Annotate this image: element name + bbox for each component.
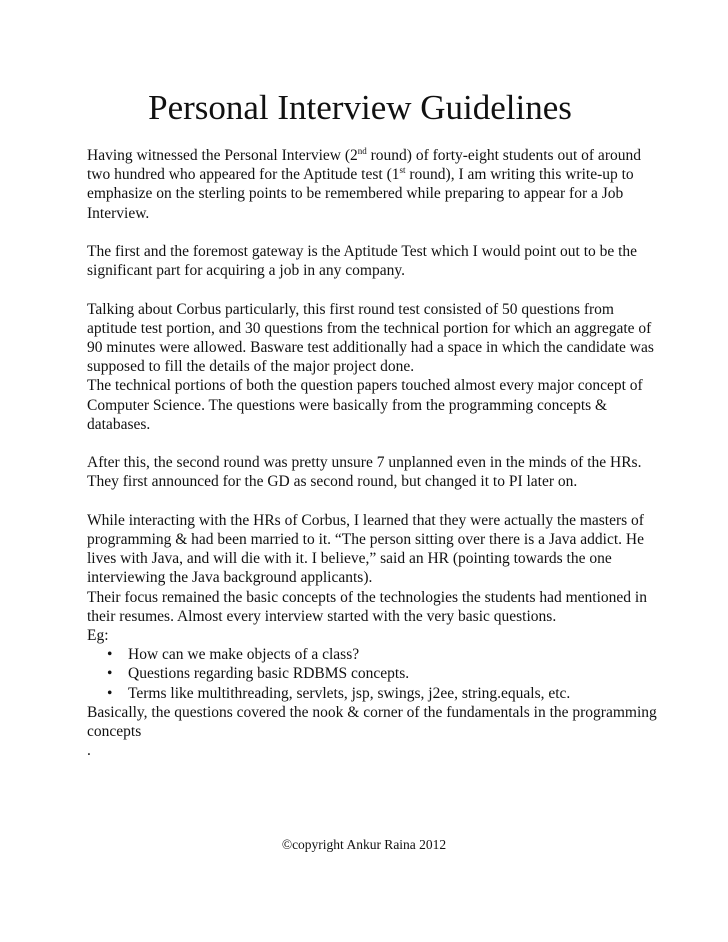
copyright-footer: ©copyright Ankur Raina 2012 xyxy=(281,837,447,852)
corbus-test-paragraph: Talking about Corbus particularly, this first round test consisted of 50 questions from aptitude test portion, and 30 questions from the technical portion for which an aggregate of 90 minutes were allowed. Basware test additionally had a space in which the candidate was supposed to fill the details of the major project done. xyxy=(87,300,654,376)
intro-paragraph xyxy=(87,146,667,223)
summary-paragraph: Basically, the questions covered the nook & corner of the fundamentals in the programming concepts xyxy=(87,703,657,741)
document-body xyxy=(87,146,667,760)
ordinal-superscript-nd: nd xyxy=(357,146,367,156)
list-item xyxy=(107,645,667,664)
hr-interaction-paragraph: While interacting with the HRs of Corbus, I learned that they were actually the masters of programming & had been married to it. “The person sitting over there is a Java addict. He lives with Java, and will die with it. I believe,” said an HR (pointing towards the one interviewing the Java background applicants). xyxy=(87,511,644,587)
intro-text-a: Having witnessed the Personal Interview (2 xyxy=(87,147,358,164)
focus-paragraph: Their focus remained the basic concepts of the technologies the students had mentioned in their resumes. Almost every interview started with the very basic questions. xyxy=(87,588,647,625)
list-item xyxy=(107,664,667,683)
ordinal-superscript-st: st xyxy=(399,165,406,176)
aptitude-paragraph: The first and the foremost gateway is the Aptitude Test which I would point out to be the significant part for acquiring a job in any company. xyxy=(87,243,638,280)
technical-portions-paragraph: The technical portions of both the question papers touched almost every major concept of Computer Science. The questions were basically from the programming concepts & databases. xyxy=(87,377,643,433)
bullet-icon: • xyxy=(107,665,113,683)
list-item xyxy=(107,684,667,703)
example-label: Eg: xyxy=(87,627,109,645)
bullet-icon: • xyxy=(107,684,113,702)
second-round-paragraph: After this, the second round was pretty unsure 7 unplanned even in the minds of the HRs. They first announced for the GD as second round, but changed it to PI later on. xyxy=(87,454,642,491)
list-item-text: How can we make objects of a class? xyxy=(128,646,360,664)
page-title: Personal Interview Guidelines xyxy=(148,88,572,127)
trailing-dot: . xyxy=(87,742,91,760)
bullet-icon: • xyxy=(107,646,113,664)
intro-text-c: round), I am writing this write-up to emphasize on the sterling points to be remembered while preparing to appear for a Job Interview. xyxy=(87,166,634,222)
list-item-text: Terms like multithreading, servlets, jsp, swings, j2ee, string.equals, etc. xyxy=(128,684,571,702)
intro-text-b: round) of forty-eight students out of around two hundred who appeared for the Aptitude test (1 xyxy=(87,147,641,184)
list-item-text: Questions regarding basic RDBMS concepts. xyxy=(128,665,410,683)
example-question-list xyxy=(87,645,667,703)
